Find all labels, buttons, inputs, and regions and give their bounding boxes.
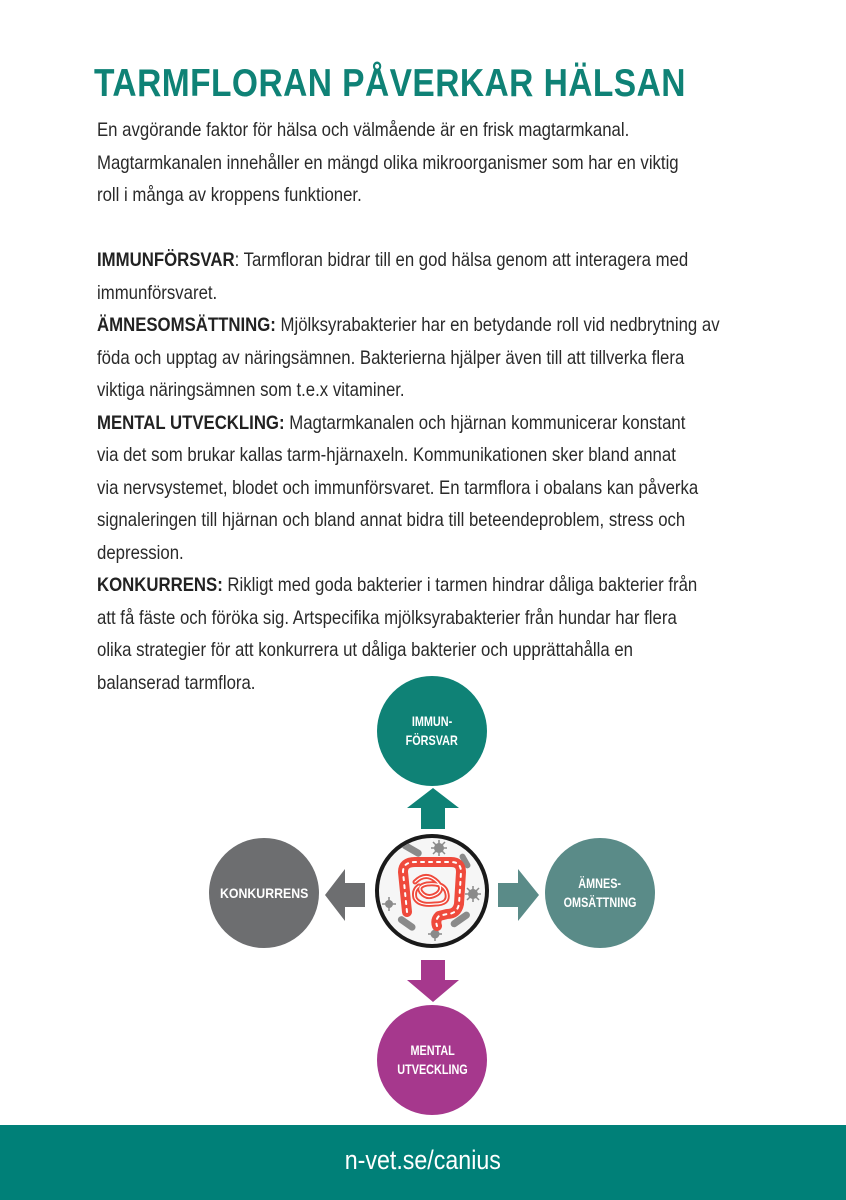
body-text [97, 114, 751, 699]
section-text: immunförsvaret. [97, 281, 218, 304]
node-label-line: KONKURRENS [219, 884, 309, 901]
node-label-line: OMSÄTTNING [563, 894, 637, 910]
section-text: att få fäste och föröka sig. Artspecifika mjölksyrabakterier från hundar har flera [97, 606, 677, 629]
section-text: viktiga näringsämnen som t.e.x vitaminer. [97, 379, 405, 401]
section-text: Magtarmkanalen och hjärnan kommunicerar konstant [284, 411, 686, 434]
section-heading: KONKURRENS: [97, 574, 223, 596]
node-immunforsvar [377, 676, 487, 786]
arrow-right-icon [497, 867, 541, 923]
section-heading: MENTAL UTVECKLING: [97, 411, 285, 434]
section-text: via nervsystemet, blodet och immunförsvaret. En tarmflora i obalans kan påverka [97, 476, 699, 499]
section-mental-utveckling [97, 407, 751, 440]
section-immunforsvar [97, 244, 751, 277]
section-text: föda och upptag av näringsämnen. Bakterierna hjälper även till att tillverka flera [97, 346, 685, 369]
section-text: balanserad tarmflora. [97, 671, 256, 694]
paragraph-gap [97, 212, 751, 245]
node-label-line: ÄMNES- [578, 875, 622, 891]
intestine-with-bacteria-icon [379, 838, 485, 944]
section-konkurrens [97, 569, 751, 602]
section-text: Rikligt med goda bakterier i tarmen hindrar dåliga bakterier från [222, 574, 698, 596]
node-label-line: FÖRSVAR [405, 732, 459, 748]
node-mental-utveckling [377, 1005, 487, 1115]
section-text: olika strategier för att konkurrera ut dåliga bakterier och upprättahålla en [97, 639, 634, 661]
section-text: signaleringen till hjärnan och bland annat bidra till beteendeproblem, stress och [97, 509, 686, 531]
section-text: depression. [97, 541, 184, 564]
section-amnesomsattning [97, 309, 751, 342]
section-text: via det som brukar kallas tarm-hjärnaxeln. Kommunikationen sker bland annat [97, 444, 676, 466]
section-text: : Tarmfloran bidrar till en god hälsa genom att interagera med [234, 249, 689, 271]
node-amnesomsattning [545, 838, 655, 948]
section-heading: IMMUNFÖRSVAR [97, 249, 235, 271]
intro-line: roll i många av kroppens funktioner. [97, 184, 362, 206]
center-intestine-circle [375, 834, 489, 948]
website-link[interactable]: n-vet.se/canius [344, 1145, 502, 1175]
virus-icon [382, 840, 481, 941]
page-title: TARMFLORAN PÅVERKAR HÄLSAN [94, 62, 686, 105]
intro-line: En avgörande faktor för hälsa och välmående är en frisk magtarmkanal. [97, 119, 630, 141]
node-label-line: UTVECKLING [396, 1061, 468, 1077]
footer-bar [0, 1125, 846, 1200]
section-text: Mjölksyrabakterier har en betydande roll vid nedbrytning av [275, 314, 720, 336]
arrow-left-icon [323, 867, 367, 923]
node-konkurrens [209, 838, 319, 948]
arrow-up-icon [405, 786, 461, 830]
node-label-line: MENTAL [409, 1042, 455, 1058]
intro-line: Magtarmkanalen innehåller en mängd olika mikroorganismer som har en viktig [97, 151, 679, 174]
node-label-line: IMMUN- [411, 713, 453, 729]
section-heading: ÄMNESOMSÄTTNING: [97, 314, 276, 336]
arrow-down-icon [405, 959, 461, 1003]
